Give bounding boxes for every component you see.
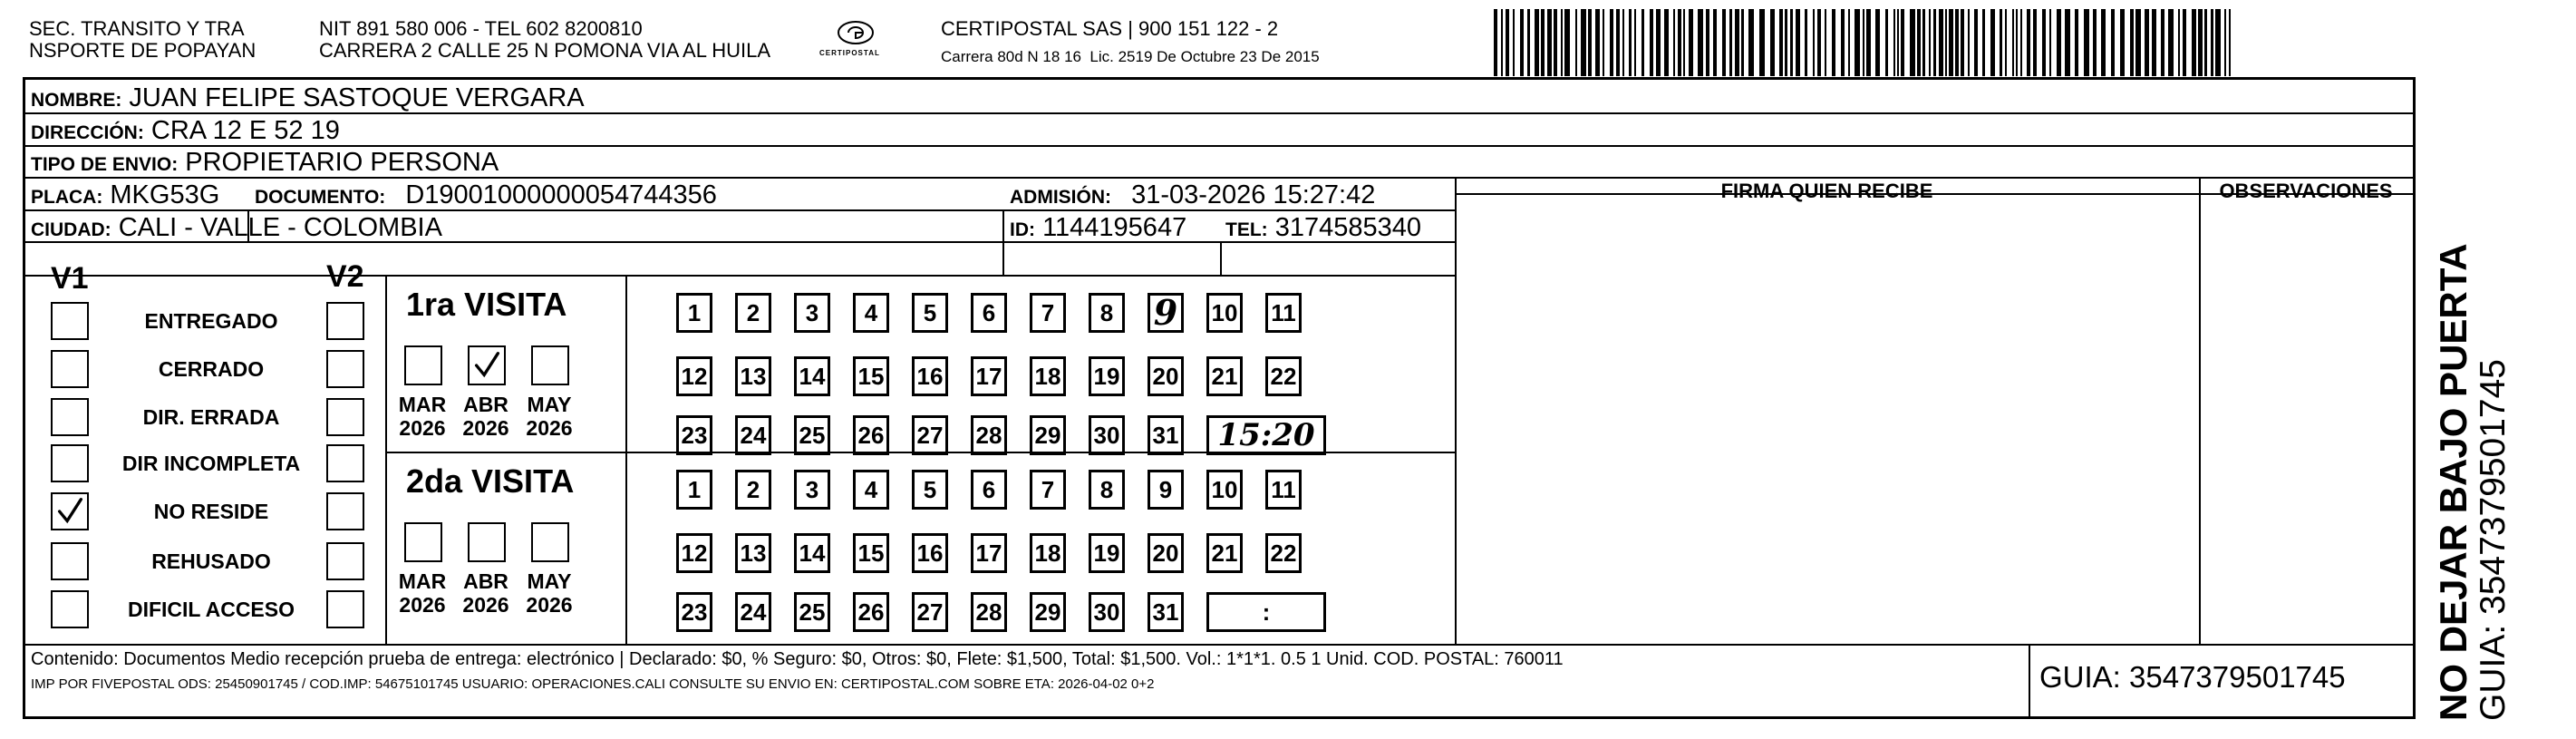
day-box[interactable]: 24 [735, 592, 771, 632]
observations-header: OBSERVACIONES [2219, 180, 2393, 202]
barcode-bar [2057, 9, 2061, 76]
barcode-bar [1722, 9, 1726, 76]
month-checkbox[interactable] [404, 345, 442, 385]
day-box[interactable]: 15 [853, 356, 889, 396]
content-line: Contenido: Documentos Medio recepción prueba de entrega: electrónico | Declarado: $0, % Seguro: $0, Otros: $0, Flete: $1,500, Total: $1,500. Vol.: 1*1*1. 0.5 1 Unid. COD. POSTAL: 760011 [31, 649, 1564, 669]
barcode-bar [1629, 9, 1632, 76]
barcode-bar [1527, 9, 1530, 76]
day-box[interactable]: 26 [853, 592, 889, 632]
status-option-label: DIFICIL ACCESO [127, 598, 295, 621]
barcode-bar [1673, 9, 1675, 76]
admission-row [1010, 180, 1375, 212]
month-checkbox[interactable] [531, 345, 569, 385]
day-box[interactable]: 13 [735, 533, 771, 573]
name-row [31, 83, 585, 115]
plate-row [31, 180, 219, 212]
barcode-bar [1748, 9, 1754, 76]
logo-text: CERTIPOSTAL [819, 49, 880, 57]
day-box[interactable]: 2 [735, 470, 771, 510]
barcode-bar [1622, 9, 1624, 76]
barcode-bar [2229, 9, 2231, 76]
address-row [31, 116, 340, 148]
barcode-bar [1513, 9, 1515, 76]
barcode-bar [2120, 9, 2125, 76]
status-option-label: DIR INCOMPLETA [121, 452, 301, 475]
day-box[interactable]: 6 [971, 470, 1007, 510]
month-label: MAR 2026 [398, 569, 447, 617]
barcode-bar [1922, 9, 1925, 76]
day-box[interactable]: 15 [853, 533, 889, 573]
document-value: D19001000000054744356 [405, 180, 717, 209]
barcode-bar [1893, 9, 1895, 76]
barcode-bar [1825, 9, 1826, 76]
barcode-bar [1759, 9, 1765, 76]
barcode-bar [2012, 9, 2014, 76]
barcode-bar [2016, 9, 2018, 76]
barcode-bar [1805, 9, 1807, 76]
day-box[interactable]: 17 [971, 533, 1007, 573]
barcode-bar [1706, 9, 1709, 76]
company-line: CERTIPOSTAL SAS | 900 151 122 - 2 [941, 17, 1279, 40]
barcode-bar [1961, 9, 1964, 76]
barcode-bar [1581, 9, 1586, 76]
v1-checkbox[interactable] [51, 590, 89, 628]
barcode-bar [1945, 9, 1947, 76]
barcode-bar [1848, 9, 1850, 76]
side-guide: GUIA: 3547379501745 [2474, 359, 2513, 721]
day-box[interactable] [1148, 293, 1184, 333]
barcode-bar [2130, 9, 2134, 76]
day-box[interactable]: 11 [1265, 470, 1302, 510]
plate-value: MKG53G [110, 180, 220, 209]
day-box[interactable]: 27 [912, 592, 948, 632]
day-box[interactable]: 19 [1089, 356, 1125, 396]
v2-checkbox[interactable] [326, 398, 364, 436]
day-box[interactable]: 31 [1148, 592, 1184, 632]
barcode-bar [2152, 9, 2156, 76]
month-checkbox[interactable] [468, 345, 506, 385]
barcode-bar [1770, 9, 1775, 76]
day-box[interactable]: 27 [912, 415, 948, 455]
month-checkbox[interactable] [404, 522, 442, 562]
month-label: ABR 2026 [462, 569, 509, 617]
barcode-bar [2211, 9, 2213, 76]
day-box[interactable]: 10 [1206, 293, 1243, 333]
barcode-bar [1564, 9, 1570, 76]
status-option-label: REHUSADO [151, 549, 271, 573]
day-box[interactable]: 22 [1265, 533, 1302, 573]
barcode-bar [1641, 9, 1644, 76]
barcode-bar [2027, 9, 2030, 76]
day-box[interactable]: 16 [912, 356, 948, 396]
nit-line: NIT 891 580 006 - TEL 602 8200810 [319, 17, 643, 40]
status-option-label: CERRADO [158, 357, 265, 381]
barcode-bar [1634, 9, 1636, 76]
barcode-bar [1939, 9, 1943, 76]
barcode-bar [1588, 9, 1592, 76]
day-box[interactable]: 2 [735, 293, 771, 333]
barcode-bar [1974, 9, 1978, 76]
day-box[interactable]: 13 [735, 356, 771, 396]
address-label: DIRECCIÓN: [31, 122, 144, 143]
day-box[interactable]: 3 [794, 470, 830, 510]
day-box[interactable]: 25 [794, 415, 830, 455]
barcode-bar [1664, 9, 1669, 76]
barcode-bar [1982, 9, 1985, 76]
day-box[interactable]: 8 [1089, 470, 1125, 510]
barcode-bar [1875, 9, 1880, 76]
day-box[interactable]: 8 [1089, 293, 1125, 333]
barcode-bar [1656, 9, 1661, 76]
barcode-bar [1955, 9, 1959, 76]
barcode-bar [1929, 9, 1931, 76]
barcode-bar [2020, 9, 2022, 76]
barcode-bar [1897, 9, 1899, 76]
month-label: ABR 2026 [462, 393, 509, 440]
plate-label: PLACA: [31, 187, 103, 208]
barcode-bar [2224, 9, 2226, 76]
barcode-bar [1855, 9, 1860, 76]
v1-checkbox[interactable] [51, 444, 89, 482]
type-row [31, 148, 499, 180]
barcode [1494, 9, 2237, 76]
day-box[interactable]: 23 [676, 592, 712, 632]
certipostal-logo-icon [836, 20, 876, 45]
barcode-bar [2192, 9, 2196, 76]
barcode-bar [1713, 9, 1717, 76]
handwritten-time: 15:20 [1217, 417, 1315, 453]
v1-checkbox[interactable] [51, 302, 89, 340]
v1-checkbox[interactable] [51, 350, 89, 388]
barcode-bar [1813, 9, 1815, 76]
barcode-bar [1595, 9, 1600, 76]
city-value: CALI - VALLE - COLOMBIA [118, 213, 442, 242]
barcode-bar [2198, 9, 2203, 76]
barcode-bar [1901, 9, 1904, 76]
address-line: CARRERA 2 CALLE 25 N POMONA VIA AL HUILA [319, 39, 771, 62]
v2-checkbox[interactable] [326, 350, 364, 388]
month-label: MAY 2026 [526, 569, 573, 617]
day-box[interactable]: 24 [735, 415, 771, 455]
barcode-bar [1689, 9, 1693, 76]
v1-checkbox[interactable] [51, 398, 89, 436]
barcode-bar [1729, 9, 1732, 76]
city-row [31, 213, 442, 245]
barcode-bar [1841, 9, 1845, 76]
barcode-bar [2183, 9, 2186, 76]
signature-header: FIRMA QUIEN RECIBE [1720, 180, 1933, 202]
month-label: MAY 2026 [526, 393, 573, 440]
month-checkbox[interactable] [468, 522, 506, 562]
day-box[interactable]: 29 [1030, 415, 1066, 455]
city-label: CIUDAD: [31, 219, 111, 240]
sender-line-1: SEC. TRANSITO Y TRA [29, 17, 245, 40]
day-box[interactable]: 1 [676, 470, 712, 510]
day-box[interactable]: 12 [676, 533, 712, 573]
barcode-bar [2065, 9, 2070, 76]
barcode-bar [2000, 9, 2002, 76]
v2-label: V2 [326, 259, 364, 294]
day-box[interactable]: 22 [1265, 356, 1302, 396]
day-box[interactable]: 14 [794, 533, 830, 573]
barcode-bar [1616, 9, 1620, 76]
barcode-bar [1968, 9, 1970, 76]
barcode-bar [1990, 9, 1995, 76]
day-box[interactable]: 5 [912, 470, 948, 510]
imp-line: IMP POR FIVEPOSTAL ODS: 25450901745 / COD.IMP: 54675101745 USUARIO: OPERACIONES.CALI CONSULTE SU ENVIO EN: CERTIPOSTAL.COM SOBRE ETA: 2026-04-02 0+2 [31, 676, 1155, 692]
day-box[interactable]: 3 [794, 293, 830, 333]
day-box[interactable]: 7 [1030, 470, 1066, 510]
day-box[interactable]: 20 [1148, 533, 1184, 573]
type-label: TIPO DE ENVIO: [31, 154, 179, 175]
barcode-bar [2042, 9, 2046, 76]
barcode-bar [2145, 9, 2149, 76]
barcode-bar [1863, 9, 1864, 76]
v1-checkbox[interactable] [51, 492, 89, 530]
shipping-form [23, 77, 2416, 719]
day-box[interactable]: 18 [1030, 533, 1066, 573]
barcode-bar [1735, 9, 1739, 76]
barcode-bar [1603, 9, 1604, 76]
barcode-bar [1610, 9, 1613, 76]
v2-checkbox[interactable] [326, 302, 364, 340]
v1-checkbox[interactable] [51, 542, 89, 580]
barcode-bar [1554, 9, 1557, 76]
day-box[interactable]: 17 [971, 356, 1007, 396]
day-box[interactable]: 29 [1030, 592, 1066, 632]
barcode-bar [2168, 9, 2174, 76]
day-box[interactable]: 14 [794, 356, 830, 396]
barcode-bar [2084, 9, 2089, 76]
day-box[interactable]: 31 [1148, 415, 1184, 455]
barcode-bar [1933, 9, 1936, 76]
barcode-bar [1650, 9, 1653, 76]
admission-value: 31-03-2026 15:27:42 [1131, 180, 1376, 209]
guide-box: GUIA: 3547379501745 [2039, 660, 2346, 694]
day-box[interactable]: 10 [1206, 470, 1243, 510]
day-box[interactable]: 21 [1206, 356, 1243, 396]
tel-label: TEL: [1225, 219, 1268, 240]
barcode-bar [1501, 9, 1503, 76]
day-box[interactable]: 30 [1089, 415, 1125, 455]
barcode-bar [2075, 9, 2078, 76]
visit-title: 2da VISITA [406, 462, 575, 500]
sender-line-2: NSPORTE DE POPAYAN [29, 39, 257, 62]
day-box[interactable]: 12 [676, 356, 712, 396]
status-option-label: ENTREGADO [144, 309, 278, 333]
license-line: Carrera 80d N 18 16 Lic. 2519 De Octubre 23 De 2015 [941, 48, 1320, 65]
status-option-label: NO RESIDE [153, 500, 269, 523]
shipment-type: PROPIETARIO PERSONA [185, 148, 499, 177]
day-box[interactable]: 4 [853, 293, 889, 333]
day-box[interactable]: 30 [1089, 592, 1125, 632]
visit-title: 1ra VISITA [406, 286, 567, 323]
barcode-bar [1520, 9, 1524, 76]
barcode-bar [1698, 9, 1703, 76]
day-box[interactable]: 21 [1206, 533, 1243, 573]
v2-checkbox[interactable] [326, 492, 364, 530]
barcode-bar [1790, 9, 1793, 76]
barcode-bar [1506, 9, 1509, 76]
barcode-bar [1885, 9, 1888, 76]
day-box[interactable]: 26 [853, 415, 889, 455]
barcode-bar [1741, 9, 1744, 76]
barcode-bar [1494, 9, 1497, 76]
day-box[interactable]: 25 [794, 592, 830, 632]
day-box[interactable]: 20 [1148, 356, 1184, 396]
barcode-bar [2093, 9, 2097, 76]
barcode-bar [1785, 9, 1787, 76]
day-box[interactable]: 11 [1265, 293, 1302, 333]
barcode-bar [1866, 9, 1871, 76]
barcode-bar [1817, 9, 1821, 76]
day-box[interactable]: 18 [1030, 356, 1066, 396]
barcode-bar [1917, 9, 1921, 76]
barcode-bar [2049, 9, 2051, 76]
name-label: NOMBRE: [31, 90, 122, 111]
document-row [255, 180, 717, 212]
barcode-bar [2178, 9, 2180, 76]
v2-checkbox[interactable] [326, 444, 364, 482]
barcode-bar [1910, 9, 1915, 76]
recipient-address: CRA 12 E 52 19 [150, 116, 340, 145]
month-checkbox[interactable] [531, 522, 569, 562]
time-box[interactable] [1206, 415, 1326, 455]
barcode-bar [1796, 9, 1800, 76]
barcode-bar [2204, 9, 2207, 76]
id-label: ID: [1010, 219, 1035, 240]
marked-day: 9 [1153, 292, 1178, 333]
barcode-bar [2111, 9, 2115, 76]
day-box[interactable]: 28 [971, 415, 1007, 455]
barcode-bar [1541, 9, 1545, 76]
tel-row [1225, 213, 1421, 245]
day-box[interactable]: 6 [971, 293, 1007, 333]
status-option-label: DIR. ERRADA [142, 405, 280, 429]
barcode-bar [1832, 9, 1835, 76]
recipient-name: JUAN FELIPE SASTOQUE VERGARA [129, 83, 585, 112]
tel-value: 3174585340 [1274, 213, 1422, 242]
day-box[interactable]: 5 [912, 293, 948, 333]
day-box[interactable]: 9 [1148, 470, 1184, 510]
month-label: MAR 2026 [398, 393, 447, 440]
barcode-bar [2215, 9, 2221, 76]
day-box[interactable]: 28 [971, 592, 1007, 632]
id-value: 1144195647 [1042, 213, 1187, 242]
day-box[interactable]: 4 [853, 470, 889, 510]
v2-checkbox[interactable] [326, 590, 364, 628]
barcode-bar [1678, 9, 1681, 76]
document-label: DOCUMENTO: [255, 187, 386, 208]
barcode-bar [1561, 9, 1563, 76]
barcode-bar [1949, 9, 1953, 76]
no-dejar-notice: NO DEJAR BAJO PUERTA [2432, 243, 2474, 721]
time-box[interactable]: : [1206, 592, 1326, 632]
barcode-bar [2135, 9, 2141, 76]
day-box[interactable]: 16 [912, 533, 948, 573]
barcode-bar [2101, 9, 2106, 76]
barcode-bar [2161, 9, 2164, 76]
admission-label: ADMISIÓN: [1010, 187, 1111, 208]
barcode-bar [2033, 9, 2037, 76]
day-box[interactable]: 19 [1089, 533, 1125, 573]
barcode-bar [2005, 9, 2007, 76]
id-row [1010, 213, 1186, 245]
barcode-bar [1547, 9, 1552, 76]
v1-label: V1 [51, 261, 89, 296]
day-box[interactable]: 7 [1030, 293, 1066, 333]
barcode-bar [1683, 9, 1685, 76]
barcode-bar [1779, 9, 1783, 76]
v2-checkbox[interactable] [326, 542, 364, 580]
barcode-bar [1535, 9, 1539, 76]
day-box[interactable]: 23 [676, 415, 712, 455]
day-box[interactable]: 1 [676, 293, 712, 333]
barcode-bar [1575, 9, 1577, 76]
